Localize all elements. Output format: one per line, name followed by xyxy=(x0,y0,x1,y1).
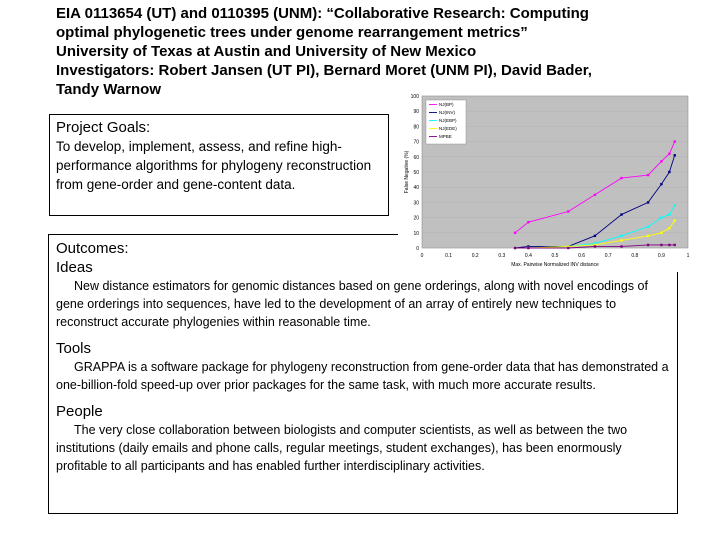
series-point-3 xyxy=(674,204,676,206)
x-tick-label: 0.9 xyxy=(657,253,665,259)
y-tick-label: 80 xyxy=(413,124,419,131)
series-point-1 xyxy=(668,153,670,155)
series-point-4 xyxy=(660,232,662,234)
project-goals-text: To develop, implement, assess, and refine high-performance algorithms for phylogeny reconstruction from gene-order and gene-content data. xyxy=(56,139,372,192)
series-point-5 xyxy=(668,244,670,246)
series-point-5 xyxy=(660,244,662,246)
outcomes-box xyxy=(48,234,678,514)
series-point-2 xyxy=(647,201,649,203)
legend-entry: NJ(INV) xyxy=(439,110,455,115)
series-point-5 xyxy=(567,247,569,249)
y-tick-label: 40 xyxy=(413,185,419,192)
y-tick-label: 90 xyxy=(413,109,419,116)
x-tick-label: 0.1 xyxy=(445,253,453,259)
y-tick-label: 30 xyxy=(413,200,419,207)
ideas-text: New distance estimators for genomic distances based on gene orderings, along with novel encodings of gene orderings into sequences, have led to the development of an array of entirely new techniques to reconstruct accurate phylogenies within reasonable time. xyxy=(56,279,648,329)
series-point-1 xyxy=(567,210,569,212)
series-point-5 xyxy=(527,247,529,249)
y-tick-label: 70 xyxy=(413,139,419,146)
people-text: The very close collaboration between biologists and computer scientists, as well as between the two institutions (daily emails and phone calls, regular meetings, student exchanges), has been enormously profitable to all participants and has enabled further interdisciplinary activities. xyxy=(56,423,628,473)
series-point-1 xyxy=(660,160,662,162)
x-tick-label: 0.2 xyxy=(471,253,479,259)
series-point-3 xyxy=(620,235,622,237)
series-point-2 xyxy=(674,154,676,156)
series-point-2 xyxy=(668,171,670,173)
series-point-4 xyxy=(620,239,622,241)
series-point-2 xyxy=(594,235,596,237)
series-point-1 xyxy=(527,221,529,223)
series-point-1 xyxy=(647,174,649,176)
x-tick-label: 0.8 xyxy=(631,253,639,259)
series-point-1 xyxy=(674,140,676,142)
header-line-3: University of Texas at Austin and University of New Mexico xyxy=(56,43,477,60)
project-goals-title: Project Goals xyxy=(56,119,147,136)
people-heading: People xyxy=(56,403,103,420)
series-point-5 xyxy=(620,245,622,247)
x-tick-label: 0.5 xyxy=(551,253,559,259)
project-goals-heading xyxy=(56,118,382,137)
ideas-heading: Ideas xyxy=(56,259,93,276)
series-point-5 xyxy=(594,245,596,247)
y-tick-label: 100 xyxy=(410,94,419,100)
tools-heading: Tools xyxy=(56,340,92,357)
tools-text: GRAPPA is a software package for phylogeny reconstruction from gene-order data that has demonstrated a one-billion-fold speed-up over prior packages for the same task, with much more accurate results. xyxy=(56,360,669,392)
y-tick-label: 50 xyxy=(413,170,419,176)
y-tick-label: 10 xyxy=(413,230,419,237)
series-point-5 xyxy=(674,244,676,246)
series-point-1 xyxy=(620,177,622,179)
legend-entry: NJ(BP) xyxy=(439,102,454,107)
grant-header xyxy=(56,4,696,99)
x-tick-label: 0.3 xyxy=(498,253,506,259)
x-tick-label: 0.4 xyxy=(524,253,532,259)
header-line-4: Investigators: Robert Jansen (UT PI), Bernard Moret (UNM PI), David Bader, xyxy=(56,62,592,79)
legend-entry: NJ(EBP) xyxy=(439,118,457,123)
legend-entry: NJ(EDE) xyxy=(439,126,457,131)
x-tick-label: 0.7 xyxy=(604,253,612,259)
series-point-3 xyxy=(660,216,662,218)
series-point-2 xyxy=(660,183,662,185)
y-axis-label: False Negative (%) xyxy=(404,150,410,194)
project-goals-colon: : xyxy=(146,119,151,136)
y-tick-label: 60 xyxy=(413,154,419,161)
header-line-1: EIA 0113654 (UT) and 0110395 (UNM): “Collaborative Research: Computing xyxy=(56,5,589,22)
series-point-1 xyxy=(514,232,516,234)
x-tick-label: 0.6 xyxy=(578,253,586,259)
series-point-4 xyxy=(674,219,676,221)
false-negative-chart xyxy=(398,86,694,272)
header-line-2: optimal phylogenetic trees under genome rearrangement metrics” xyxy=(56,24,528,41)
outcomes-title: Outcomes xyxy=(56,240,125,257)
outcomes-colon: : xyxy=(124,240,129,257)
project-goals-box xyxy=(49,114,389,216)
series-point-5 xyxy=(647,244,649,246)
series-point-4 xyxy=(647,235,649,237)
series-point-3 xyxy=(647,226,649,228)
x-tick-label: 0 xyxy=(420,253,424,259)
series-point-4 xyxy=(668,227,670,229)
series-point-3 xyxy=(668,213,670,215)
x-axis-label: Max. Pairwise Normalized INV distance xyxy=(511,262,599,268)
series-point-1 xyxy=(594,194,596,196)
x-tick-label: 1 xyxy=(686,253,690,259)
series-point-5 xyxy=(514,247,516,249)
header-line-5: Tandy Warnow xyxy=(56,81,161,98)
y-tick-label: 20 xyxy=(413,215,419,222)
legend-entry: MPBE xyxy=(439,134,452,139)
y-tick-label: 0 xyxy=(416,246,419,252)
series-point-2 xyxy=(620,213,622,215)
